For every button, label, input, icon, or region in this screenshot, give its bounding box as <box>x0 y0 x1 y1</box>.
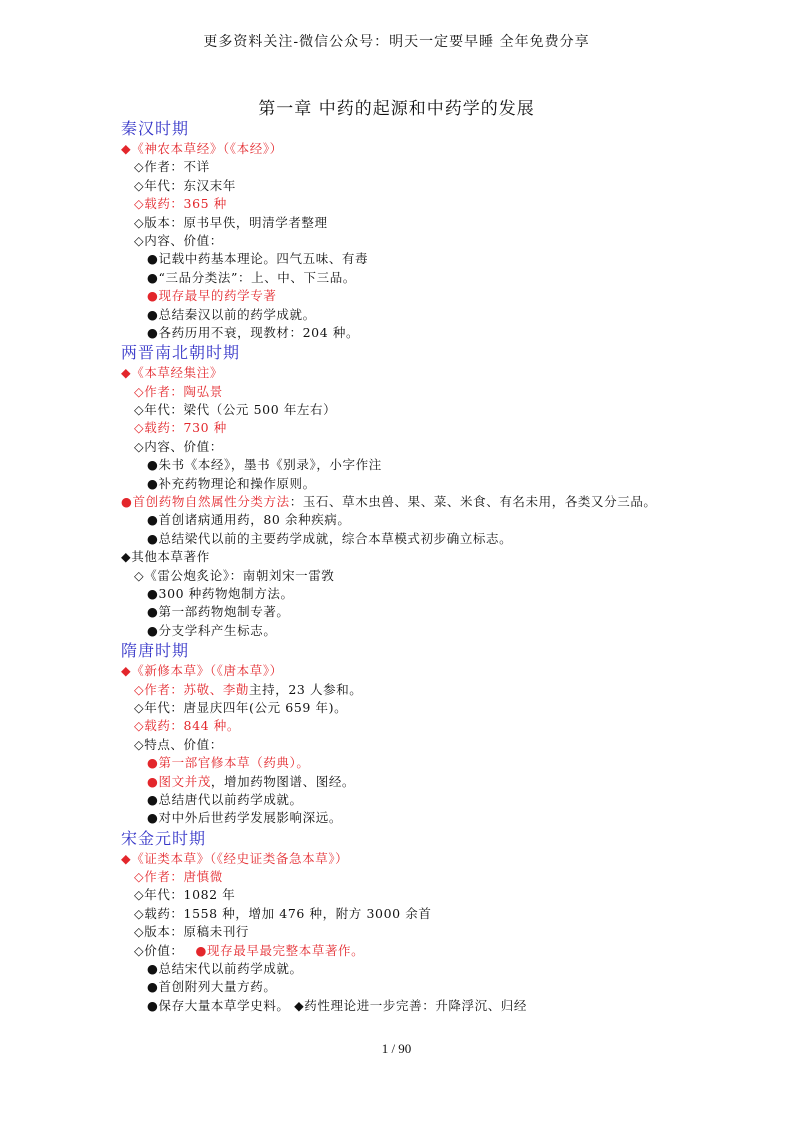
red-text: 作者：陶弘景 <box>144 383 223 399</box>
list-item <box>121 699 741 717</box>
bullet-item <box>121 287 741 305</box>
red-text: 图文并茂 <box>158 773 211 789</box>
hollow-diamond-icon: ◇ <box>134 214 145 230</box>
bullet-item <box>121 324 741 342</box>
bullet-icon: ● <box>147 251 159 267</box>
hollow-diamond-icon: ◇ <box>134 383 145 399</box>
chapter-title: 第一章 中药的起源和中药学的发展 <box>258 99 535 119</box>
bullet-icon: ● <box>147 961 159 977</box>
bullet-icon: ● <box>147 622 159 638</box>
hollow-diamond-icon: ◇ <box>134 420 145 436</box>
hollow-diamond-icon: ◇ <box>134 699 145 715</box>
list-item <box>121 905 741 923</box>
filled-diamond-icon: ◆ <box>121 549 132 565</box>
red-text: 第一部官修本草（药典）。 <box>158 755 310 771</box>
bullet-item <box>121 250 741 268</box>
text: 版本：原稿未刊行 <box>144 924 250 940</box>
red-text: 作者：苏敬、李勣 <box>144 681 250 697</box>
book-title-line <box>121 140 741 158</box>
bullet-icon: ● <box>147 810 159 826</box>
text: 年代：1082 年 <box>144 887 236 903</box>
list-item <box>121 567 741 585</box>
text: 内容、价值： <box>144 232 223 248</box>
text: 年代：梁代（公元 500 年左右） <box>144 402 337 418</box>
bullet-icon: ● <box>147 475 159 491</box>
filled-diamond-icon: ◆ <box>121 141 132 156</box>
bullet-icon: ● <box>147 530 159 546</box>
list-item <box>121 717 741 735</box>
hollow-diamond-icon: ◇ <box>134 905 145 921</box>
bullet-icon: ● <box>147 512 159 528</box>
text: 年代：唐显庆四年(公元 659 年)。 <box>144 699 348 715</box>
red-text: 作者：唐慎微 <box>144 869 223 885</box>
book-title-line <box>121 548 741 566</box>
bullet-icon: ● <box>147 791 159 807</box>
list-item <box>121 923 741 941</box>
bullet-icon: ● <box>147 604 159 620</box>
list-item <box>121 401 741 419</box>
hollow-diamond-icon: ◇ <box>134 736 145 752</box>
bullet-item <box>121 306 741 324</box>
red-text: 《本草经集注》 <box>131 365 223 381</box>
hollow-diamond-icon: ◇ <box>134 402 145 418</box>
bullet-icon: ● <box>147 997 159 1013</box>
text: 朱书《本经》，墨书《别录》，小字作注 <box>158 457 382 473</box>
text: 版本：原书早佚，明清学者整理 <box>144 214 328 230</box>
text: 第一部药物炮制专著。 <box>158 604 290 620</box>
bullet-item <box>121 269 741 287</box>
list-item <box>121 736 741 754</box>
hollow-diamond-icon: ◇ <box>134 924 145 940</box>
hollow-diamond-icon: ◇ <box>134 438 145 454</box>
bullet-icon: ● <box>147 979 159 995</box>
bullet-icon: ● <box>147 306 159 322</box>
red-text: 载药：844 种。 <box>144 718 240 734</box>
red-text: 载药：730 种 <box>144 420 227 436</box>
text: 对中外后世药学发展影响深远。 <box>158 810 342 826</box>
hollow-diamond-icon: ◇ <box>134 196 145 212</box>
text: 300 种药物炮制方法。 <box>158 585 294 601</box>
book-title-line <box>121 662 741 680</box>
filled-diamond-icon: ◆ <box>121 365 132 381</box>
text: 主持，23 人参和。 <box>249 681 363 697</box>
list-item <box>121 868 741 886</box>
text: ，增加药物图谱、图经。 <box>210 773 356 789</box>
red-text: 《证类本草》（《经史证类备急本草》） <box>131 850 349 866</box>
text: 其他本草著作 <box>131 549 210 565</box>
bullet-item <box>121 456 741 474</box>
red-text: 《神农本草经》（《本经》） <box>131 141 283 156</box>
section-heading-sui-tang: 隋唐时期 <box>121 641 190 661</box>
document-body <box>121 118 741 1015</box>
red-text: 《新修本草》（《唐本草》） <box>131 663 283 679</box>
bullet-item <box>121 773 741 791</box>
hollow-diamond-icon: ◇ <box>134 869 145 885</box>
bullet-icon: ● <box>147 585 159 601</box>
text: 《雷公炮炙论》：南朝刘宋一雷敩 <box>144 567 335 583</box>
text: 补充药物理论和操作原则。 <box>158 475 316 491</box>
hollow-diamond-icon: ◇ <box>134 681 145 697</box>
bullet-icon: ● <box>147 457 159 473</box>
text: 内容、价值： <box>144 438 223 454</box>
text: ：玉石、草木虫兽、果、菜、米食、有名未用，各类又分三品。 <box>289 494 657 510</box>
bullet-item <box>121 622 741 640</box>
text: 记载中药基本理论。四气五味、有毒 <box>158 251 369 267</box>
bullet-item <box>121 475 741 493</box>
text: “三品分类法”：上、中、下三品。 <box>158 269 356 285</box>
bullet-item <box>121 997 741 1015</box>
bullet-icon: ● <box>147 773 159 789</box>
hollow-diamond-icon: ◇ <box>134 232 145 248</box>
list-item <box>121 942 741 960</box>
bullet-icon: ● <box>121 494 133 510</box>
page-header-banner: 更多资料关注-微信公众号：明天一定要早睡 全年免费分享 <box>203 34 590 50</box>
bullet-item <box>121 585 741 603</box>
hollow-diamond-icon: ◇ <box>134 567 145 583</box>
text: 载药：1558 种，增加 476 种，附方 3000 余首 <box>144 905 432 921</box>
hollow-diamond-icon: ◇ <box>134 942 145 958</box>
list-item <box>121 232 741 250</box>
bullet-icon: ● <box>147 269 159 285</box>
red-text: 现存最早的药学专著 <box>158 288 277 304</box>
bullet-item <box>121 754 741 772</box>
text: 总结梁代以前的主要药学成就，综合本草模式初步确立标志。 <box>158 530 513 546</box>
text: 保存大量本草学史料。 ◆药性理论进一步完善：升降浮沉、归经 <box>158 997 528 1013</box>
hollow-diamond-icon: ◇ <box>134 159 145 175</box>
bullet-item <box>121 791 741 809</box>
red-text: 首创药物自然属性分类方法 <box>132 494 290 510</box>
list-item <box>121 177 741 195</box>
bullet-item <box>121 493 741 511</box>
text: 总结秦汉以前的药学成就。 <box>158 306 316 322</box>
bullet-item <box>121 978 741 996</box>
text: 作者：不详 <box>144 159 210 175</box>
list-item <box>121 681 741 699</box>
text: 总结宋代以前药学成就。 <box>158 961 303 977</box>
text: 特点、价值： <box>144 736 223 752</box>
section-heading-jin-nanbei: 两晋南北朝时期 <box>121 343 241 363</box>
bullet-icon: ● <box>147 755 159 771</box>
filled-diamond-icon: ◆ <box>121 850 132 866</box>
list-item <box>121 886 741 904</box>
list-item <box>121 214 741 232</box>
list-item <box>121 438 741 456</box>
text: 各药历用不衰，现教材：204 种。 <box>158 324 360 340</box>
list-item <box>121 158 741 176</box>
hollow-diamond-icon: ◇ <box>134 887 145 903</box>
red-text: ●现存最早最完整本草著作。 <box>195 942 365 958</box>
bullet-item <box>121 511 741 529</box>
list-item <box>121 419 741 437</box>
bullet-item <box>121 530 741 548</box>
bullet-item <box>121 603 741 621</box>
text: 价值： <box>144 942 184 958</box>
book-title-line <box>121 364 741 382</box>
text: 年代：东汉末年 <box>144 177 236 193</box>
list-item <box>121 383 741 401</box>
text: 总结唐代以前药学成就。 <box>158 791 303 807</box>
bullet-icon: ● <box>147 288 159 304</box>
bullet-icon: ● <box>147 324 159 340</box>
book-title-line <box>121 850 741 868</box>
hollow-diamond-icon: ◇ <box>134 718 145 734</box>
bullet-item <box>121 809 741 827</box>
section-heading-qin-han: 秦汉时期 <box>121 119 190 138</box>
text: 首创诸病通用药，80 余种疾病。 <box>158 512 351 528</box>
filled-diamond-icon: ◆ <box>121 663 132 679</box>
text: 首创附列大量方药。 <box>158 979 277 995</box>
red-text: 载药：365 种 <box>144 196 227 212</box>
bullet-item <box>121 960 741 978</box>
section-heading-song-jin-yuan: 宋金元时期 <box>121 828 207 848</box>
page-number: 1 / 90 <box>381 1041 412 1056</box>
hollow-diamond-icon: ◇ <box>134 177 145 193</box>
list-item <box>121 195 741 213</box>
text: 分支学科产生标志。 <box>158 622 277 638</box>
